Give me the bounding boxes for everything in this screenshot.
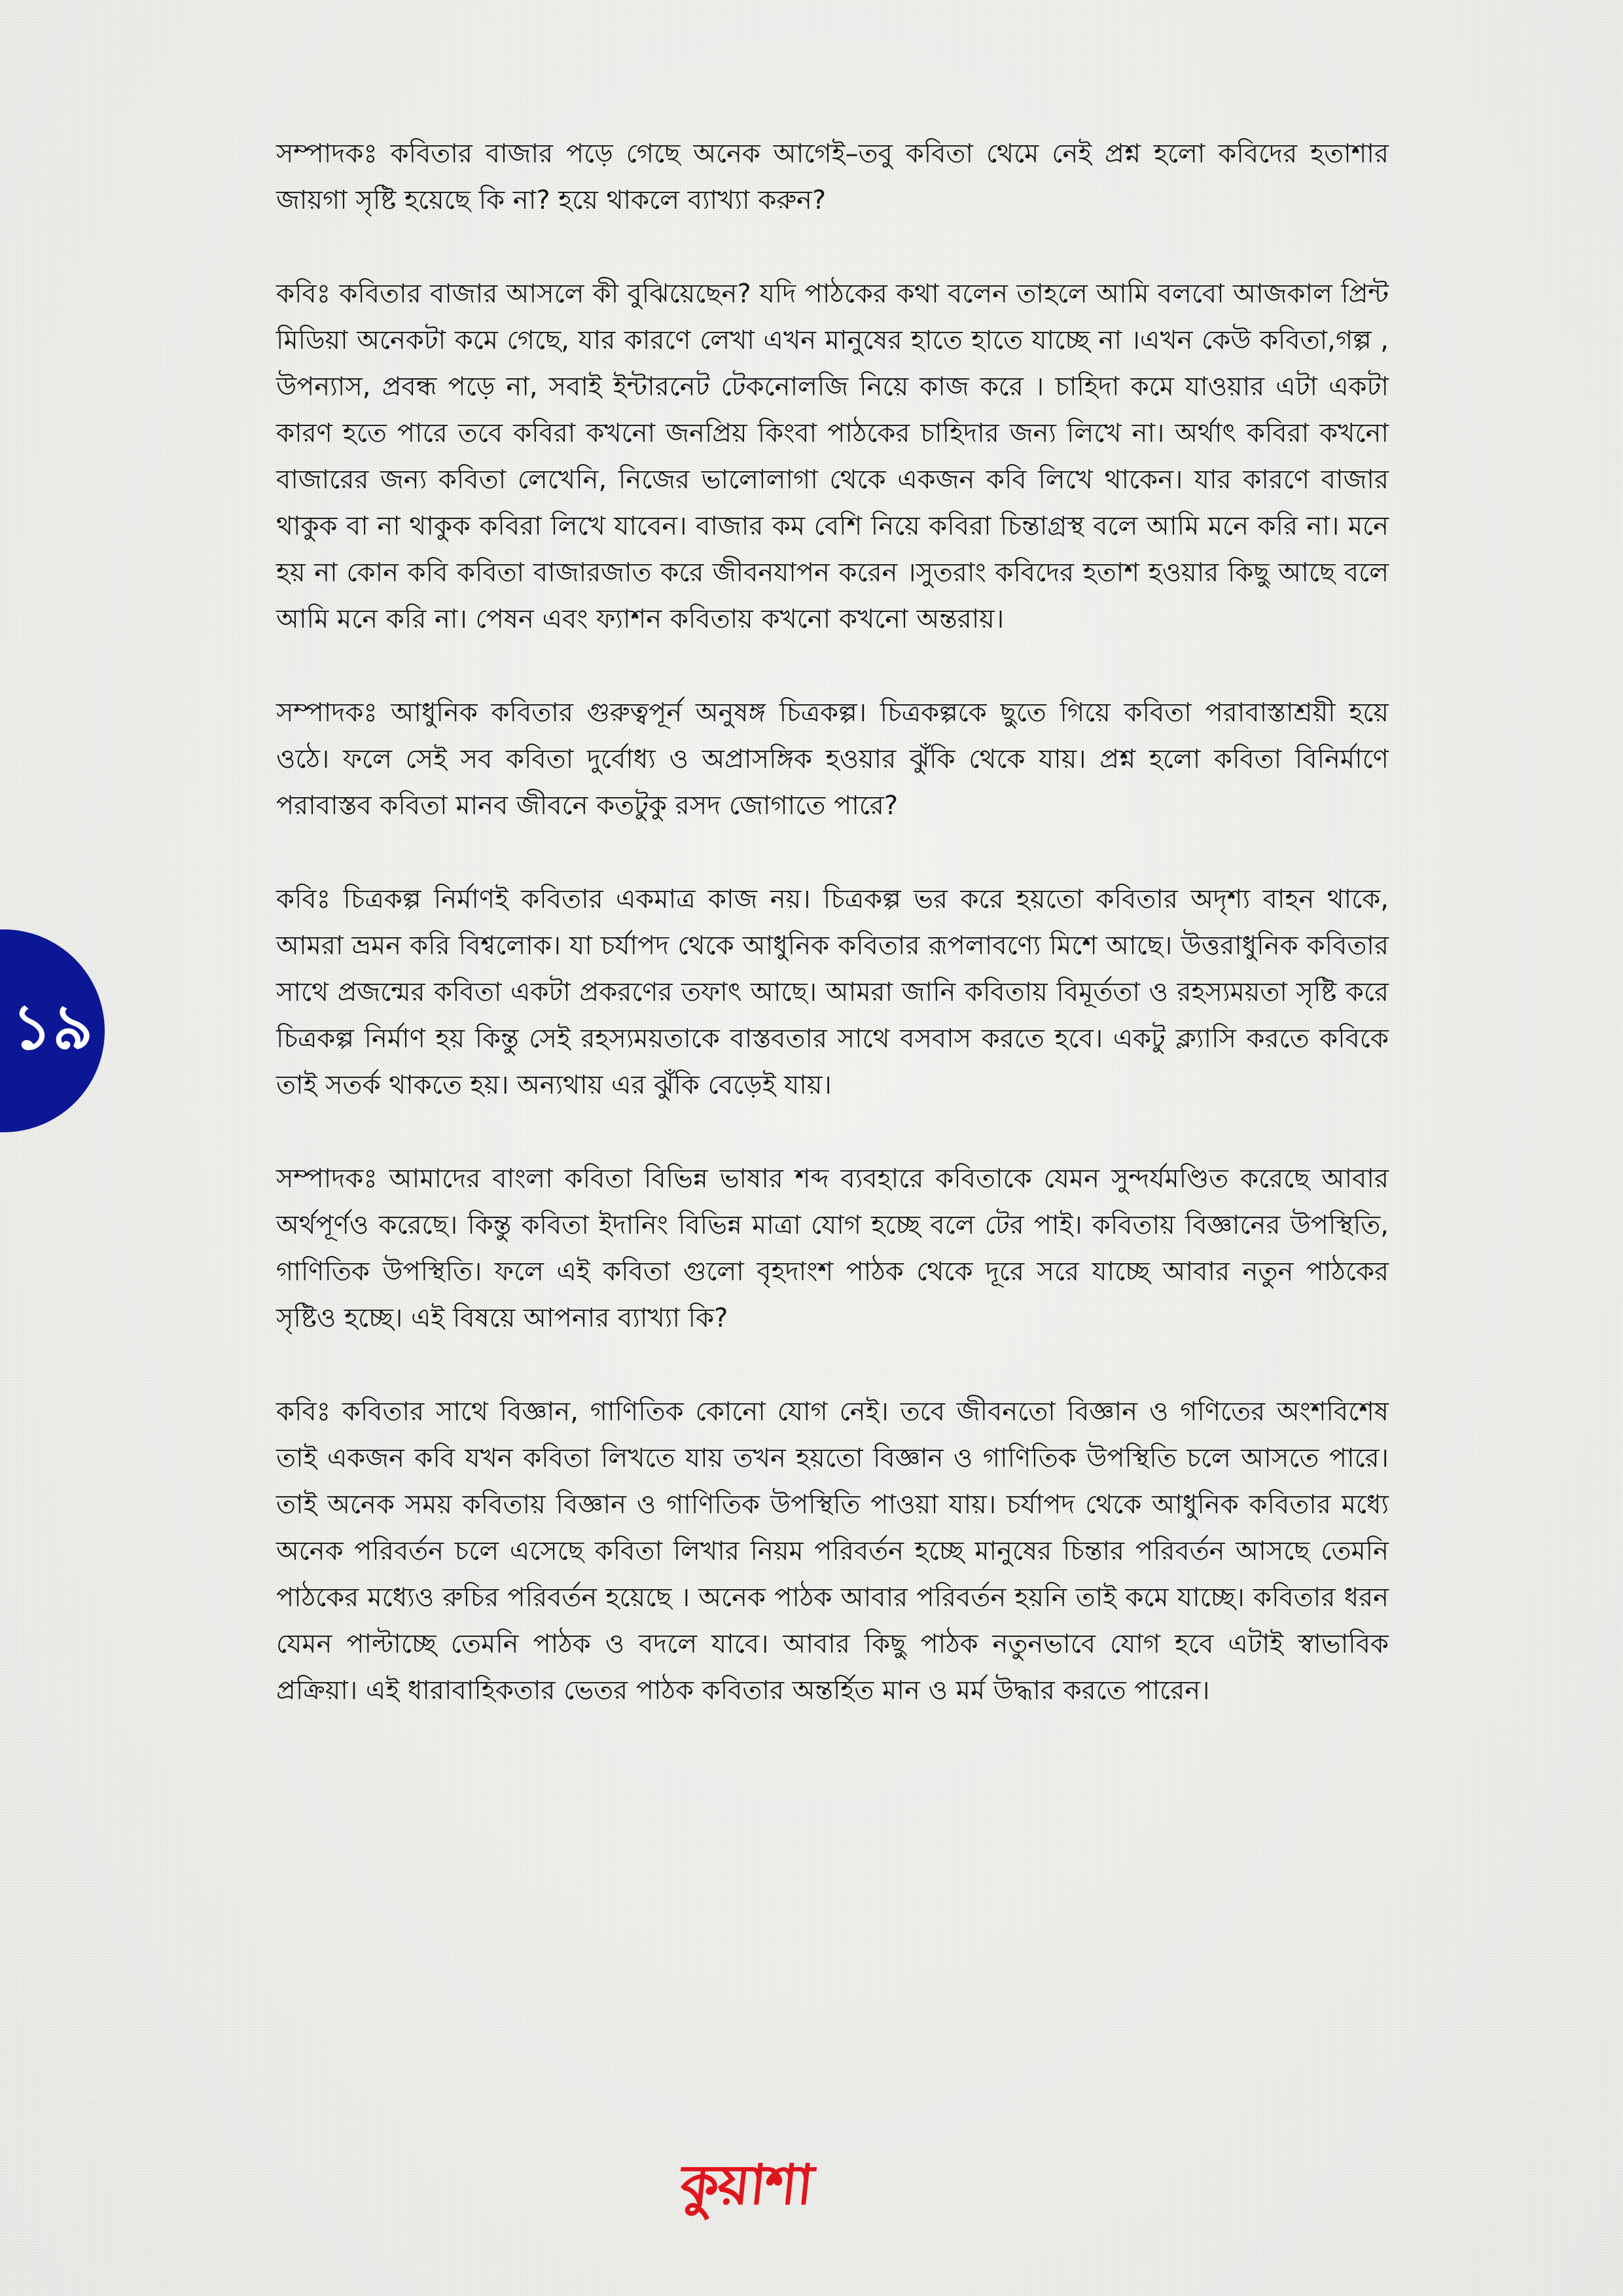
poet-answer-3 <box>276 1389 1389 1714</box>
poet-answer-2 <box>276 876 1389 1109</box>
editor-question-3 <box>276 1156 1389 1342</box>
magazine-logo: কুয়াশা <box>677 2152 816 2217</box>
paragraph-text: সম্পাদকঃ কবিতার বাজার পড়ে গেছে অনেক আগেই–তবু কবিতা থেমে নেই প্রশ্ন হলো কবিদের হতাশার জায়গা সৃষ্টি হয়েছে কি না? হয়ে থাকলে ব্যাখ্যা করুন? <box>276 139 1389 215</box>
paragraph-text: সম্পাদকঃ আমাদের বাংলা কবিতা বিভিন্ন ভাষার শব্দ ব্যবহারে কবিতাকে যেমন সুন্দর্যমণ্ডিত করেছে আবার অর্থপূর্ণও করেছে। কিন্তু কবিতা ইদানিং বিভিন্ন মাত্রা যোগ হচ্ছে বলে টের পাই। কবিতায় বিজ্ঞানের উপস্থিতি, গাণিতিক উপস্থিতি। ফলে এই কবিতা গুলো বৃহদাংশ পাঠক থেকে দূরে সরে যাচ্ছে আবার নতুন পাঠকের সৃষ্টিও হচ্ছে। এই বিষয়ে আপনার ব্যাখ্যা কি? <box>276 1164 1389 1333</box>
paragraph-text: কবিঃ কবিতার সাথে বিজ্ঞান, গাণিতিক কোনো যোগ নেই। তবে জীবনতো বিজ্ঞান ও গণিতের অংশবিশেষ তাই একজন কবি যখন কবিতা লিখতে যায় তখন হয়তো বিজ্ঞান ও গাণিতিক উপস্থিতি চলে আসতে পারে। তাই অনেক সময় কবিতায় বিজ্ঞান ও গাণিতিক উপস্থিতি পাওয়া যায়। চর্যাপদ থেকে আধুনিক কবিতার মধ্যে অনেক পরিবর্তন চলে এসেছে কবিতা লিখার নিয়ম পরিবর্তন হচ্ছে মানুষের চিন্তার পরিবর্তন আসছে তেমনি পাঠকের মধ্যেও রুচির পরিবর্তন হয়েছে । অনেক পাঠক আবার পরিবর্তন হয়নি তাই কমে যাচ্ছে। কবিতার ধরন যেমন পাল্টাচ্ছে তেমনি পাঠক ও বদলে যাবে। আবার কিছু পাঠক নতুনভাবে যোগ হবে এটাই স্বাভাবিক প্রক্রিয়া। এই ধারাবাহিকতার ভেতর পাঠক কবিতার অন্তর্হিত মান ও মর্ম উদ্ধার করতে পারেন। <box>276 1397 1389 1706</box>
paragraph-text: সম্পাদকঃ আধুনিক কবিতার গুরুত্বপূর্ন অনুষঙ্গ চিত্রকল্প। চিত্রকল্পকে ছুতে গিয়ে কবিতা পরাবাস্তাশ্রয়ী হয়ে ওঠে। ফলে সেই সব কবিতা দুর্বোধ্য ও অপ্রাসঙ্গিক হওয়ার ঝুঁকি থেকে যায়। প্রশ্ন হলো কবিতা বিনির্মাণে পরাবাস্তব কবিতা মানব জীবনে কতটুকু রসদ জোগাতে পারে? <box>276 698 1389 821</box>
interview-body <box>276 131 1389 1761</box>
paragraph-text: কবিঃ কবিতার বাজার আসলে কী বুঝিয়েছেন? যদি পাঠকের কথা বলেন তাহলে আমি বলবো আজকাল প্রিন্ট মিডিয়া অনেকটা কমে গেছে, যার কারণে লেখা এখন মানুষের হাতে হাতে যাচ্ছে না ।এখন কেউ কবিতা,গল্প , উপন্যাস, প্রবন্ধ পড়ে না, সবাই ইন্টারনেট টেকনোলজি নিয়ে কাজ করে । চাহিদা কমে যাওয়ার এটা একটা কারণ হতে পারে তবে কবিরা কখনো জনপ্রিয় কিংবা পাঠকের চাহিদার জন্য লিখে না। অর্থাৎ কবিরা কখনো বাজারের জন্য কবিতা লেখেনি, নিজের ভালোলাগা থেকে একজন কবি লিখে থাকেন। যার কারণে বাজার থাকুক বা না থাকুক কবিরা লিখে যাবেন। বাজার কম বেশি নিয়ে কবিরা চিন্তাগ্রস্থ বলে আমি মনে করি না। মনে হয় না কোন কবি কবিতা বাজারজাত করে জীবনযাপন করেন ।সুতরাং কবিদের হতাশ হওয়ার কিছু আছে বলে আমি মনে করি না। পেষন এবং ফ্যাশন কবিতায় কখনো কখনো অন্তরায়। <box>276 279 1389 634</box>
paragraph-text: কবিঃ চিত্রকল্প নির্মাণই কবিতার একমাত্র কাজ নয়। চিত্রকল্প ভর করে হয়তো কবিতার অদৃশ্য বাহন থাকে, আমরা ভ্রমন করি বিশ্বলোক। যা চর্যাপদ থেকে আধুনিক কবিতার রূপলাবণ্যে মিশে আছে। উত্তরাধুনিক কবিতার সাথে প্রজন্মের কবিতা একটা প্রকরণের তফাৎ আছে। আমরা জানি কবিতায় বিমূর্ততা ও রহস্যময়তা সৃষ্টি করে চিত্রকল্প নির্মাণ হয় কিন্তু সেই রহস্যময়তাকে বাস্তবতার সাথে বসবাস করতে হবে। একটু ক্ল্যাসি করতে কবিকে তাই সতর্ক থাকতে হয়। অন্যথায় এর ঝুঁকি বেড়েই যায়। <box>276 884 1389 1100</box>
editor-question-1 <box>276 131 1389 224</box>
poet-answer-1 <box>276 271 1389 643</box>
page-number: ১৯ <box>11 990 94 1064</box>
editor-question-2 <box>276 690 1389 829</box>
